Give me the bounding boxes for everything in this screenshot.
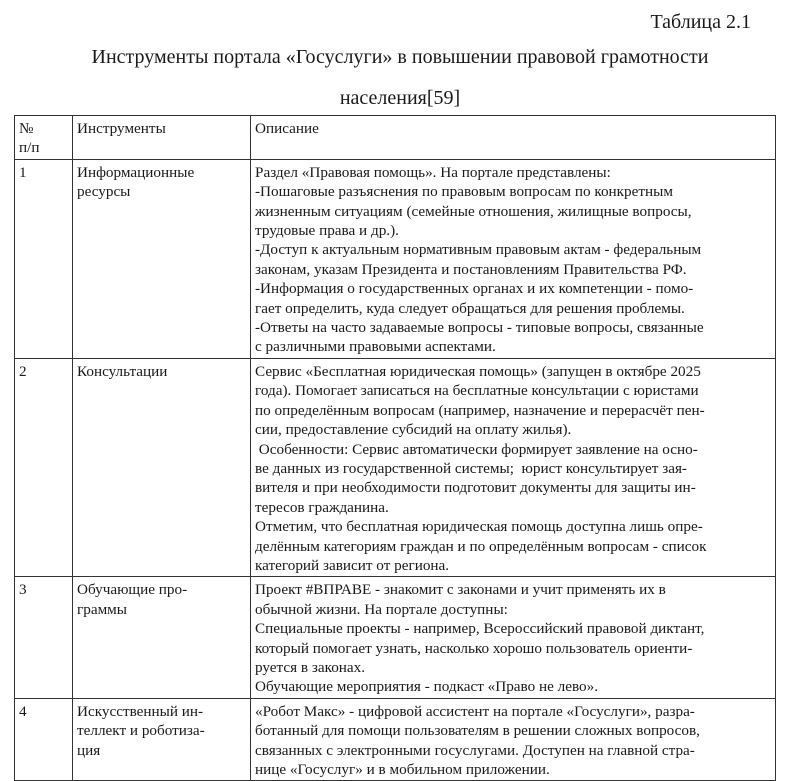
description-line: -Доступ к актуальным нормативным правовым актам - федеральным (255, 241, 702, 259)
description-line: законам, указам Президента и постановлениям Правительства РФ. (255, 260, 687, 278)
description-line: Раздел «Правовая помощь». На портале представлены: (255, 163, 611, 181)
tool-line: ресурсы (77, 183, 131, 201)
tool-line: граммы (77, 600, 127, 618)
tool-line: ция (77, 741, 101, 759)
description-line: гает определить, куда следует обращаться для решения проблемы. (255, 299, 685, 317)
description-line: обычной жизни. На портале доступны: (255, 600, 508, 618)
description-line: -Ответы на часто задаваемые вопросы - типовые вопросы, связанные (255, 319, 704, 337)
description-line: года). Помогает записаться на бесплатные консультации с юристами (255, 382, 699, 400)
header-number (15, 116, 73, 160)
cell-tool (73, 358, 251, 576)
table-header-row (15, 116, 776, 160)
description-line: трудовые права и др.). (255, 222, 399, 240)
description-line: жизненным ситуациям (семейные отношения, жилищные вопросы, (255, 202, 692, 220)
description-line: «Робот Макс» - цифровой ассистент на портале «Госуслуги», разра- (255, 702, 695, 720)
description-line: Сервис «Бесплатная юридическая помощь» (запущен в октябре 2025 (255, 362, 701, 380)
cell-description (251, 159, 776, 358)
description-line: Специальные проекты - например, Всероссийский правовой диктант, (255, 620, 705, 638)
table-caption: Таблица 2.1 (650, 11, 751, 33)
description-line: связанных с электронными госуслугами. Доступен на главной стра- (255, 741, 695, 759)
cell-tool (73, 159, 251, 358)
description-line: тересов гражданина. (255, 498, 389, 516)
cell-description (251, 698, 776, 781)
header-number-line: п/п (19, 139, 40, 157)
description-line: Особенности: Сервис автоматически формирует заявление на осно- (255, 440, 698, 458)
description-line: по определённым вопросам (например, назначение и перерасчёт пен- (255, 401, 705, 419)
description-line: категорий зависит от региона. (255, 556, 450, 574)
table-title-line-1: Инструменты портала «Госуслуги» в повышении правовой грамотности (91, 46, 709, 68)
description-line: нице «Госуслуг» и в мобильном приложении. (255, 761, 550, 778)
description-line: -Информация о государственных органах и их компетенции - помо- (255, 280, 694, 298)
description-line: вителя и при необходимости подготовит документы для защиты ин- (255, 479, 696, 497)
description-line: Обучающие мероприятия - подкаст «Право не лево». (255, 678, 599, 696)
table-row (15, 698, 776, 781)
description-line: ботанный для помощи пользователям в решении сложных вопросов, (255, 722, 700, 740)
description-line: делённым категориям граждан и по определённым вопросам - список (255, 537, 707, 555)
description-line: ве данных из государственной системы; юрист консультирует зая- (255, 459, 687, 477)
cell-description (251, 358, 776, 576)
table-title-line-2: населения[59] (339, 87, 461, 109)
description-line: который помогает узнать, насколько хорошо пользователь ориенти- (255, 639, 693, 657)
cell-tool (73, 698, 251, 781)
tool-line: Информационные (77, 163, 195, 181)
header-tool: Инструменты (73, 116, 251, 160)
description-line: Проект #ВПРАВЕ - знакомит с законами и учит применять их в (255, 581, 666, 599)
table-row (15, 577, 776, 698)
cell-tool (73, 577, 251, 698)
tool-line: Искусственный ин- (77, 702, 204, 720)
cell-number: 4 (15, 698, 73, 781)
cell-number: 1 (15, 159, 73, 358)
cell-description (251, 577, 776, 698)
table-row (15, 159, 776, 358)
description-line: Отметим, что бесплатная юридическая помощь доступна лишь опре- (255, 518, 703, 536)
header-number-line: № (19, 120, 34, 137)
tool-line: теллект и роботиза- (77, 722, 205, 740)
description-line: -Пошаговые разъяснения по правовым вопросам по конкретным (255, 183, 673, 201)
cell-number: 3 (15, 577, 73, 698)
tool-line: Консультации (77, 362, 168, 380)
description-line: руется в законах. (255, 658, 366, 676)
tools-table (14, 115, 776, 781)
header-description: Описание (251, 116, 776, 160)
table-row (15, 358, 776, 576)
tool-line: Обучающие про- (77, 581, 188, 599)
cell-number: 2 (15, 358, 73, 576)
description-line: сии, предоставление субсидий на оплату жилья). (255, 421, 572, 439)
description-line: с различными правовыми аспектами. (255, 338, 496, 356)
